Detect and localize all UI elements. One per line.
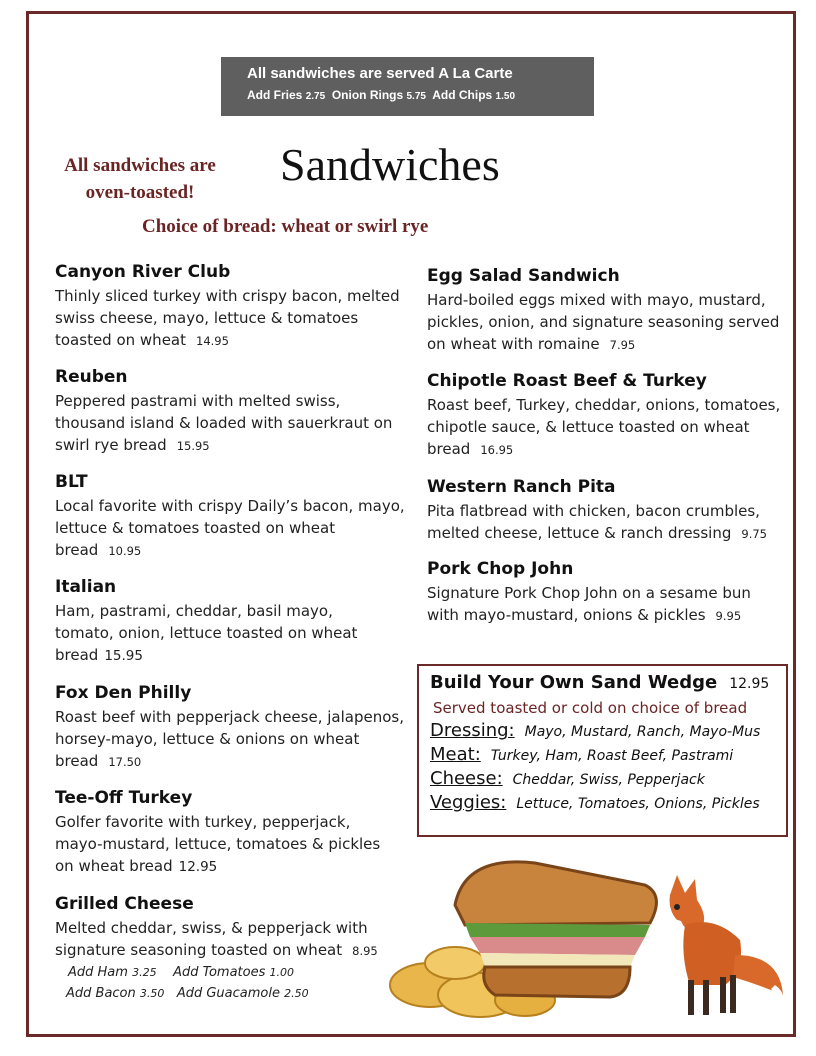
byo-subtitle: Served toasted or cold on choice of bread [433, 699, 748, 717]
byo-title: Build Your Own Sand Wedge [430, 672, 718, 693]
a-la-carte-banner [221, 57, 594, 116]
menu-item [55, 894, 400, 1004]
byo-price: 12.95 [729, 676, 770, 692]
addon-label: Add Tomatoes [173, 965, 266, 980]
item-name: Italian [55, 577, 117, 597]
item-price: 7.95 [609, 338, 636, 352]
item-price: 9.75 [741, 527, 767, 541]
addon-label: Add Bacon [66, 986, 136, 1001]
item-name: Grilled Cheese [55, 894, 194, 914]
addon-price: 2.50 [284, 987, 309, 1000]
item-description: Melted cheddar, swiss, & pepperjack with signature seasoning toasted on wheat 8.95 [55, 919, 378, 959]
item-description: Roast beef, Turkey, cheddar, onions, tomatoes, chipotle sauce, & lettuce toasted on wheat bread 16.95 [427, 396, 781, 458]
item-description: Hard-boiled eggs mixed with mayo, mustard, pickles, onion, and signature seasoning served on wheat with romaine 7.95 [427, 291, 780, 353]
byo-label: Dressing: [430, 720, 515, 741]
byo-row-veggies [430, 792, 786, 813]
byo-options: Lettuce, Tomatoes, Onions, Pickles [516, 796, 760, 812]
chips-label: Add Chips [432, 88, 493, 102]
item-price: 10.95 [108, 544, 142, 558]
sandwich-image [455, 862, 656, 997]
menu-item [55, 472, 405, 562]
banner-headline: All sandwiches are served A La Carte [247, 65, 513, 82]
byo-row-cheese [430, 768, 786, 789]
byo-row-meat [430, 744, 786, 765]
item-name: Western Ranch Pita [427, 477, 616, 497]
item-description: Peppered pastrami with melted swiss, thousand island & loaded with sauerkraut on swirl rye bread 15.95 [55, 392, 393, 454]
item-price: 17.50 [108, 755, 142, 769]
item-description: Ham, pastrami, cheddar, basil mayo, tomato, onion, lettuce toasted on wheat bread 15.95 [55, 602, 358, 664]
item-description: Thinly sliced turkey with crispy bacon, melted swiss cheese, mayo, lettuce & tomatoes toasted on wheat 14.95 [55, 287, 400, 349]
chips-price: 1.50 [495, 91, 516, 102]
item-description: Golfer favorite with turkey, pepperjack, mayo-mustard, lettuce, tomatoes & pickles on wheat bread 12.95 [55, 813, 381, 875]
item-description: Pita flatbread with chicken, bacon crumbles, melted cheese, lettuce & ranch dressing 9.75 [427, 502, 767, 542]
fries-price: 2.75 [305, 91, 326, 102]
item-name: Chipotle Roast Beef & Turkey [427, 371, 707, 391]
bread-choice-note: Choice of bread: wheat or swirl rye [142, 216, 429, 237]
item-price: 15.95 [176, 439, 210, 453]
build-your-own-box [417, 664, 788, 837]
item-description: Signature Pork Chop John on a sesame bun with mayo-mustard, onions & pickles 9.95 [427, 584, 751, 624]
byo-label: Veggies: [430, 792, 507, 813]
item-price: 12.95 [178, 859, 218, 875]
fox-image [668, 875, 783, 1015]
menu-item [427, 477, 792, 545]
item-price: 8.95 [352, 944, 378, 958]
menu-item [55, 367, 405, 457]
byo-options: Mayo, Mustard, Ranch, Mayo-Mus [524, 724, 761, 740]
fries-label: Add Fries [247, 88, 303, 102]
banner-sides [247, 88, 594, 102]
menu-item [55, 788, 400, 878]
byo-row-dressing [430, 720, 786, 741]
menu-item [55, 577, 385, 667]
item-description: Roast beef with pepperjack cheese, jalapenos, horsey-mayo, lettuce & onions on wheat bread 17.50 [55, 708, 404, 770]
addon-price: 1.00 [269, 966, 295, 979]
item-name: Egg Salad Sandwich [427, 266, 620, 286]
addon-row [55, 962, 400, 983]
item-name: Canyon River Club [55, 262, 231, 282]
toasted-line-1: All sandwiches are [64, 155, 216, 176]
item-price: 9.95 [715, 609, 742, 623]
menu-item [55, 262, 405, 352]
rings-price: 5.75 [406, 91, 426, 102]
item-name: BLT [55, 472, 88, 492]
byo-options: Cheddar, Swiss, Pepperjack [512, 772, 705, 788]
item-name: Reuben [55, 367, 128, 387]
item-price: 14.95 [196, 334, 229, 348]
item-description: Local favorite with crispy Daily’s bacon, mayo, lettuce & tomatoes toasted on wheat bread 10.95 [55, 497, 405, 559]
byo-options: Turkey, Ham, Roast Beef, Pastrami [490, 748, 734, 764]
toasted-line-2: oven-toasted! [85, 182, 195, 203]
item-price: 15.95 [104, 648, 143, 664]
oven-toasted-note [40, 152, 240, 206]
item-name: Pork Chop John [427, 559, 574, 579]
food-and-fox-illustration [385, 845, 785, 1025]
menu-item [55, 683, 405, 773]
grilled-cheese-addons [55, 962, 400, 1004]
byo-header [430, 672, 786, 693]
item-name: Fox Den Philly [55, 683, 192, 703]
rings-label: Onion Rings [331, 88, 404, 102]
byo-label: Cheese: [430, 768, 503, 789]
item-price: 16.95 [480, 443, 514, 457]
menu-item [427, 266, 787, 356]
menu-item [427, 371, 787, 461]
addon-label: Add Ham [68, 965, 128, 980]
addon-price: 3.25 [132, 966, 157, 979]
item-name: Tee-Off Turkey [55, 788, 193, 808]
addon-price: 3.50 [139, 987, 165, 1000]
addon-label: Add Guacamole [176, 986, 280, 1001]
menu-item [427, 559, 777, 627]
byo-label: Meat: [430, 744, 481, 765]
addon-row [55, 983, 400, 1004]
page-title: Sandwiches [280, 139, 500, 190]
